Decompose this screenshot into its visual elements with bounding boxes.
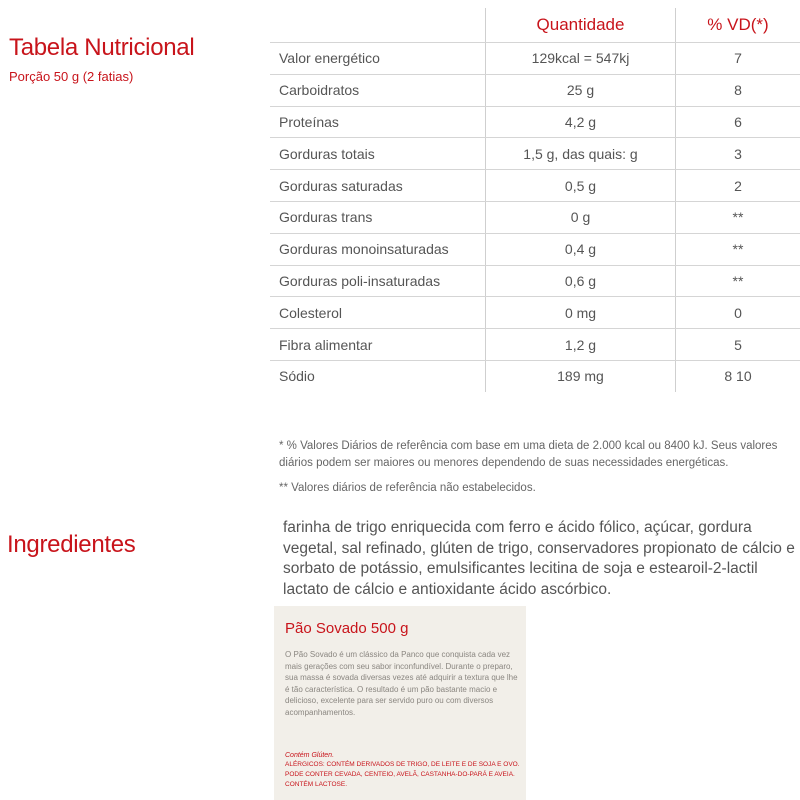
nutrient-quantity: 189 mg [486,360,676,391]
table-row [270,360,800,391]
table-row [270,201,800,233]
nutrient-vd: 0 [676,297,800,329]
nutrient-name: Gorduras poli-insaturadas [270,265,486,297]
package-description: O Pão Sovado é um clássico da Panco que conquista cada vez mais gerações com seu sabor inconfundível. Durante o preparo, sua massa é sovada diversas vezes até adquirir a textura que lhe é tão característica. O resultado é um pão bastante macio e delicioso, excelente para ser servido puro ou com diversos acompanhamentos. [285,650,518,717]
nutrient-quantity: 0,6 g [486,265,676,297]
nutrient-vd: 5 [676,329,800,361]
nutrient-vd: 8 [676,74,800,106]
nutrient-quantity: 4,2 g [486,106,676,138]
nutrient-vd: 8 10 [724,368,752,385]
ingredients-title: Ingredientes [7,531,136,558]
table-row [270,265,800,297]
ingredients-text: farinha de trigo enriquecida com ferro e ácido fólico, açúcar, gordura vegetal, sal refinado, glúten de trigo, conservadores propionato de cálcio e sorbato de potássio, emulsificantes lecitina de soja e estearoil-2-lactil lactato de cálcio e antioxidante ácido ascórbico. [283,519,795,598]
nutrient-quantity: 1,5 g, das quais: g [486,138,676,170]
nutrient-name: Carboidratos [270,74,486,106]
table-row [270,233,800,265]
nutrient-quantity: 0 g [486,201,676,233]
footnote-not-established: ** Valores diários de referência não estabelecidos. [279,482,536,494]
portion-label: Porção 50 g (2 fatias) [9,69,134,84]
nutrition-title: Tabela Nutricional [9,34,195,61]
nutrient-quantity: 129kcal = 547kj [486,43,676,75]
table-row [270,138,800,170]
header-nutrient [270,8,486,43]
header-quantity: Quantidade [486,8,676,43]
nutrient-quantity: 0 mg [486,297,676,329]
table-row [270,329,800,361]
nutrient-vd: 3 [676,138,800,170]
footnote-daily-values: * % Valores Diários de referência com base em uma dieta de 2.000 kcal ou 8400 kJ. Seus valores diários podem ser maiores ou menores dependendo de suas necessidades energéticas. [279,440,778,469]
nutrient-quantity: 0,5 g [486,170,676,202]
package-image [274,606,526,800]
nutrient-name: Gorduras saturadas [270,170,486,202]
table-row [270,297,800,329]
nutrient-name: Sódio [279,368,315,385]
table-header-row [270,8,800,43]
nutrient-quantity: 25 g [486,74,676,106]
nutrient-name: Gorduras monoinsaturadas [270,233,486,265]
nutrient-name: Fibra alimentar [270,329,486,361]
package-title: Pão Sovado 500 g [285,620,409,637]
nutrient-name: Gorduras trans [270,201,486,233]
package-allergens: ALÉRGICOS: CONTÉM DERIVADOS DE TRIGO, DE LEITE E DE SOJA E OVO. PODE CONTER CEVADA, CENTEIO, AVELÃ, CASTANHA-DO-PARÁ E AVEIA. CONTÉM LACTOSE. [285,761,520,788]
nutrition-table [270,8,800,392]
nutrient-vd: 7 [676,43,800,75]
header-vd: % VD(*) [676,8,800,43]
nutrient-name: Colesterol [270,297,486,329]
nutrient-vd: ** [676,265,800,297]
table-row [270,106,800,138]
nutrient-quantity: 0,4 g [486,233,676,265]
nutrient-vd: ** [676,201,800,233]
table-row [270,74,800,106]
nutrient-vd: 2 [676,170,800,202]
nutrient-name: Valor energético [270,43,486,75]
package-gluten-notice: Contém Glúten. [285,752,335,759]
nutrient-vd: 6 [676,106,800,138]
nutrient-name: Gorduras totais [270,138,486,170]
nutrient-vd: ** [676,233,800,265]
table-row [270,170,800,202]
nutrient-name: Proteínas [270,106,486,138]
table-row [270,43,800,75]
nutrient-quantity: 1,2 g [486,329,676,361]
